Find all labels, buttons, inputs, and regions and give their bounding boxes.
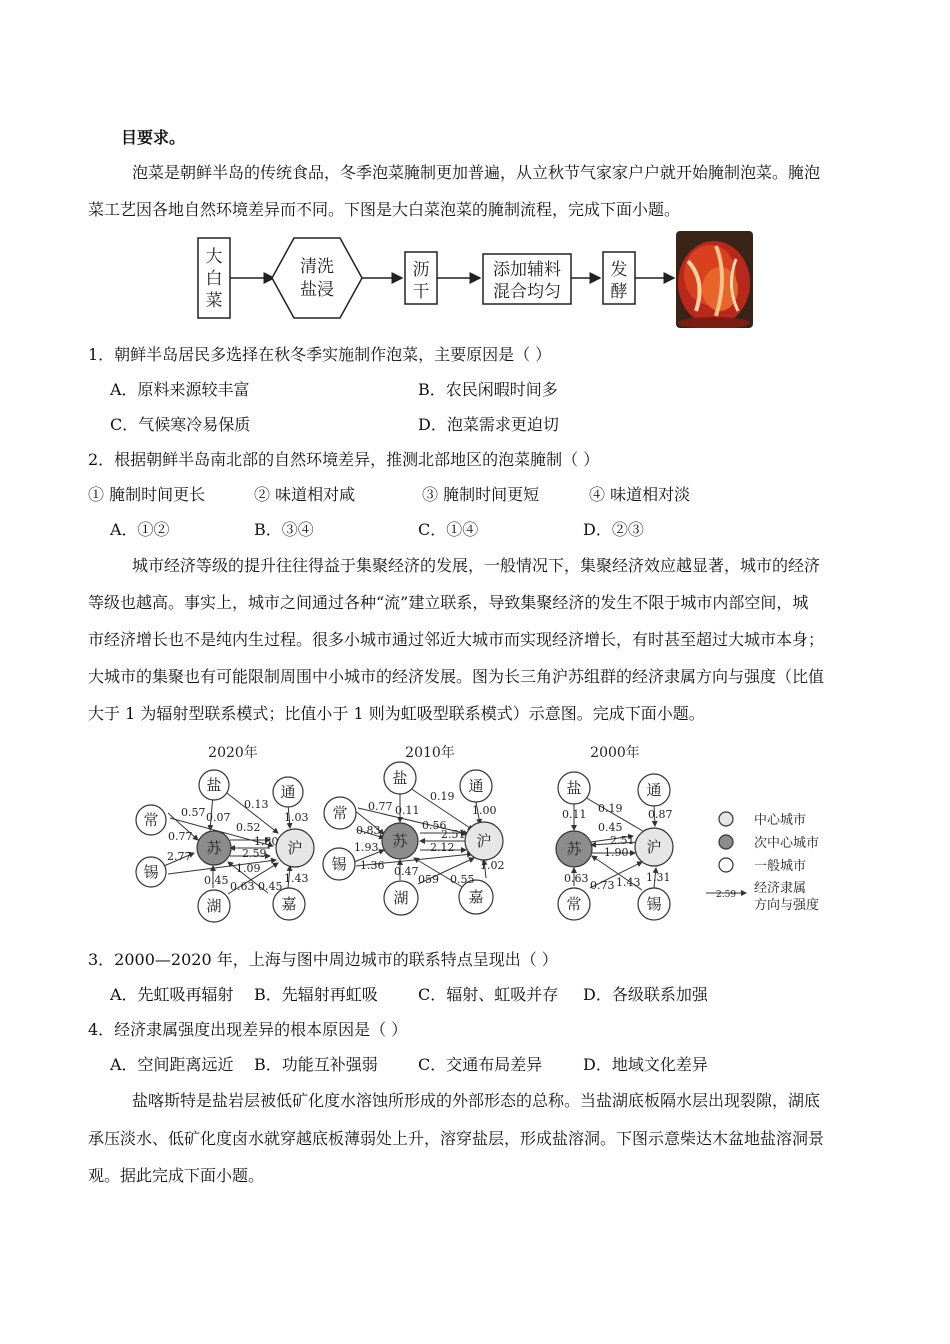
legend-swatch-general xyxy=(719,858,733,872)
city-label-2000-xi: 锡 xyxy=(646,895,662,913)
legend-label-sub: 次中心城市 xyxy=(754,836,820,851)
value-2000-su-hu-1: 0.45 xyxy=(598,821,623,834)
value-2000-tong-hu: 0.87 xyxy=(648,808,673,821)
city-label-2010-tong: 通 xyxy=(468,777,484,795)
flow-step-wash-salt-line2: 盐浸 xyxy=(300,280,334,300)
city-label-2020-chang: 常 xyxy=(143,811,159,829)
q1-option-d[interactable]: D．泡菜需求更迫切 xyxy=(418,415,559,434)
q3-stem: 3．2000—2020 年，上海与图中周边城市的联系特点呈现出（ ） xyxy=(88,950,558,969)
value-2020-chang-hu: 0.77 xyxy=(168,830,193,843)
passage2-line4: 大城市的集聚也有可能限制周围中小城市的经济发展。图为长三角沪苏组群的经济隶属方向与强度（比值 xyxy=(88,667,825,686)
header-fragment: 目要求。 xyxy=(121,128,186,147)
q2-statement-4: ④ 味道相对淡 xyxy=(589,485,691,504)
value-2020-xi-su: 2.77 xyxy=(167,850,192,863)
value-2020-su-hu-1: 0.52 xyxy=(236,821,261,834)
passage2-line2: 等级也越高。事实上，城市之间通过各种“流”建立联系，导致集聚经济的发生不限于城市内部空间，城 xyxy=(88,593,809,612)
value-2010-chang-su: 0.77 xyxy=(368,800,393,813)
legend-label-general: 一般城市 xyxy=(754,859,807,874)
passage3-line1: 盐喀斯特是盐岩层被低矿化度水溶蚀所形成的外部形态的总称。当盐湖底板隔水层出现裂隙，湖底 xyxy=(132,1091,821,1110)
flow-step-cabbage-line2: 白 xyxy=(205,269,223,289)
diagram-2000 xyxy=(556,744,673,920)
value-2000-yan-hu: 0.19 xyxy=(598,802,623,815)
value-2010-huzhou-hu: 059 xyxy=(418,873,439,886)
value-2020-yan-hu: 0.13 xyxy=(244,798,269,811)
q4-stem: 4．经济隶属强度出现差异的根本原因是（ ） xyxy=(88,1020,408,1039)
q1-option-b[interactable]: B．农民闲暇时间多 xyxy=(418,380,558,399)
q1-option-a[interactable]: A．原料来源较丰富 xyxy=(110,380,250,399)
city-label-2000-chang: 常 xyxy=(566,895,582,913)
q4-option-c[interactable]: C．交通布局差异 xyxy=(418,1055,543,1074)
q4-option-b[interactable]: B．功能互补强弱 xyxy=(254,1055,378,1074)
legend-swatch-sub xyxy=(719,835,733,849)
q3-option-c[interactable]: C．辐射、虹吸并存 xyxy=(418,985,559,1004)
passage2-line5: 大于 1 为辐射型联系模式；比值小于 1 则为虹吸型联系模式）示意图。完成下面小题。 xyxy=(88,704,705,723)
q2-option-d[interactable]: D．②③ xyxy=(583,520,644,539)
value-2000-su-hu-3: 1.90 xyxy=(604,846,629,859)
year-title-2020: 2020年 xyxy=(208,745,258,761)
q2-option-c[interactable]: C．①④ xyxy=(418,520,479,539)
q3-option-a[interactable]: A．先虹吸再辐射 xyxy=(110,985,234,1004)
city-label-2020-tong: 通 xyxy=(280,783,296,801)
flow-step-cabbage-line3: 菜 xyxy=(205,291,223,311)
city-label-2020-jia: 嘉 xyxy=(281,895,297,913)
value-2010-yan-su: 0.11 xyxy=(395,804,420,817)
passage2-line1: 城市经济等级的提升往往得益于集聚经济的发展，一般情况下，集聚经济效应越显著，城市的经济 xyxy=(132,556,821,575)
flow-step-cabbage-line1: 大 xyxy=(205,247,223,267)
economic-linkage-diagram xyxy=(128,738,838,928)
value-2000-xi-su: 1.43 xyxy=(616,876,641,889)
value-2010-xi-su: 1.93 xyxy=(354,841,379,854)
value-2010-su-hu-2: 2.51 xyxy=(441,828,466,841)
legend-arrow-label-2: 方向与强度 xyxy=(754,898,820,913)
value-2000-yan-su: 0.11 xyxy=(562,808,587,821)
value-2010-su-hu-3: 2.12 xyxy=(430,841,455,854)
value-2010-tong-hu: 1.00 xyxy=(472,804,497,817)
q2-statement-1: ① 腌制时间更长 xyxy=(88,485,206,504)
value-2000-xi-hu: 1.31 xyxy=(646,871,671,884)
flow-step-mix-line1: 添加辅料 xyxy=(493,260,561,280)
q3-option-b[interactable]: B．先辐射再虹吸 xyxy=(254,985,378,1004)
legend-arrow-label-1: 经济隶属 xyxy=(754,881,807,896)
passage2-line3: 市经济增长也不是纯内生过程。很多小城市通过邻近大城市而实现经济增长，有时甚至超过大城市本身； xyxy=(88,630,825,649)
value-2010-yan-hu: 0.19 xyxy=(430,790,455,803)
legend-label-center: 中心城市 xyxy=(754,813,807,828)
diagram-2020 xyxy=(136,744,314,922)
city-label-2010-huzhou: 湖 xyxy=(393,889,409,907)
diagram-2010 xyxy=(323,744,505,915)
kimchi-process-flowchart xyxy=(190,230,680,330)
value-2000-chang-su: 0.63 xyxy=(564,872,589,885)
flow-step-wash-salt-line1: 清洗 xyxy=(300,257,334,277)
city-label-2010-su: 苏 xyxy=(392,832,408,850)
city-label-2020-hu: 沪 xyxy=(287,839,303,857)
flow-step-drain-line2: 干 xyxy=(412,282,430,302)
city-label-2010-yan: 盐 xyxy=(392,769,408,787)
legend-arrow-value: 2.59 xyxy=(716,890,737,900)
flow-step-ferment-line2: 酵 xyxy=(610,282,628,302)
city-label-2010-xi: 锡 xyxy=(331,855,347,873)
city-label-2000-tong: 通 xyxy=(646,781,662,799)
value-2020-su-hu-3: 2.59 xyxy=(242,847,267,860)
value-2010-chang-hu: 0.83 xyxy=(356,824,381,837)
q2-option-b[interactable]: B．③④ xyxy=(254,520,314,539)
value-2020-chang-su: 0.57 xyxy=(181,806,206,819)
q4-option-a[interactable]: A．空间距离远近 xyxy=(110,1055,234,1074)
passage3-line3: 观。据此完成下面小题。 xyxy=(88,1166,265,1185)
value-2020-huzhou-hu: 0.45 xyxy=(258,880,283,893)
value-2020-su-hu-2: 1.80 xyxy=(254,835,279,848)
flow-step-wash-salt xyxy=(272,238,362,318)
city-label-2000-yan: 盐 xyxy=(566,779,582,797)
q4-option-d[interactable]: D．地域文化差异 xyxy=(583,1055,708,1074)
city-label-2020-huzhou: 湖 xyxy=(206,897,222,915)
q2-statement-3: ③ 腌制时间更短 xyxy=(422,485,540,504)
flow-step-ferment-line1: 发 xyxy=(610,260,628,280)
kimchi-photo xyxy=(676,231,753,328)
value-2010-xi-hu: 1.36 xyxy=(360,859,385,872)
city-label-2010-hu: 沪 xyxy=(476,832,492,850)
year-title-2000: 2000年 xyxy=(590,745,640,761)
city-label-2010-jia: 嘉 xyxy=(468,888,484,906)
city-label-2000-su: 苏 xyxy=(566,840,582,858)
value-2000-su-hu-2: 2.51 xyxy=(610,834,635,847)
value-2010-huzhou-su: 0.47 xyxy=(394,865,419,878)
value-2020-huzhou-su: 0.45 xyxy=(204,874,229,887)
legend-swatch-center xyxy=(719,812,733,826)
passage1-line2: 菜工艺因各地自然环境差异而不同。下图是大白菜泡菜的腌制流程，完成下面小题。 xyxy=(88,200,681,219)
q2-statement-2: ② 味道相对咸 xyxy=(254,485,356,504)
value-2020-jia-su: 0.63 xyxy=(230,880,255,893)
value-2020-xi-hu: 1.09 xyxy=(236,862,261,875)
passage1-line1: 泡菜是朝鲜半岛的传统食品，冬季泡菜腌制更加普遍，从立秋节气家家户户就开始腌制泡菜。腌泡 xyxy=(132,163,821,182)
q1-option-c[interactable]: C．气候寒冷易保质 xyxy=(110,415,251,434)
diagram-legend xyxy=(706,812,819,913)
value-2020-tong-hu: 1.03 xyxy=(284,811,309,824)
value-2010-jia-hu: 1.02 xyxy=(480,859,505,872)
q2-option-a[interactable]: A．①② xyxy=(110,520,170,539)
value-2020-yan-su: 0.07 xyxy=(206,811,231,824)
q1-stem: 1．朝鲜半岛居民多选择在秋冬季实施制作泡菜，主要原因是（ ） xyxy=(88,345,552,364)
q2-stem: 2．根据朝鲜半岛南北部的自然环境差异，推测北部地区的泡菜腌制（ ） xyxy=(88,450,600,469)
value-2010-su-hu-1: 0.56 xyxy=(422,819,447,832)
year-title-2010: 2010年 xyxy=(405,745,455,761)
passage3-line2: 承压淡水、低矿化度卤水就穿越底板薄弱处上升，溶穿盐层，形成盐溶洞。下图示意柴达木盆地盐溶洞景 xyxy=(88,1129,825,1148)
value-2020-jia-hu: 1.43 xyxy=(284,872,309,885)
city-label-2010-chang: 常 xyxy=(332,804,348,822)
city-label-2020-xi: 锡 xyxy=(143,863,159,881)
flow-step-drain-line1: 沥 xyxy=(412,260,430,280)
city-label-2020-su: 苏 xyxy=(206,839,222,857)
q3-option-d[interactable]: D．各级联系加强 xyxy=(583,985,708,1004)
flow-step-mix-line2: 混合均匀 xyxy=(493,282,561,302)
value-2000-chang-hu: 0.73 xyxy=(590,879,615,892)
city-label-2020-yan: 盐 xyxy=(206,776,222,794)
city-label-2000-hu: 沪 xyxy=(646,838,662,856)
value-2010-jia-su: 0.55 xyxy=(450,873,475,886)
